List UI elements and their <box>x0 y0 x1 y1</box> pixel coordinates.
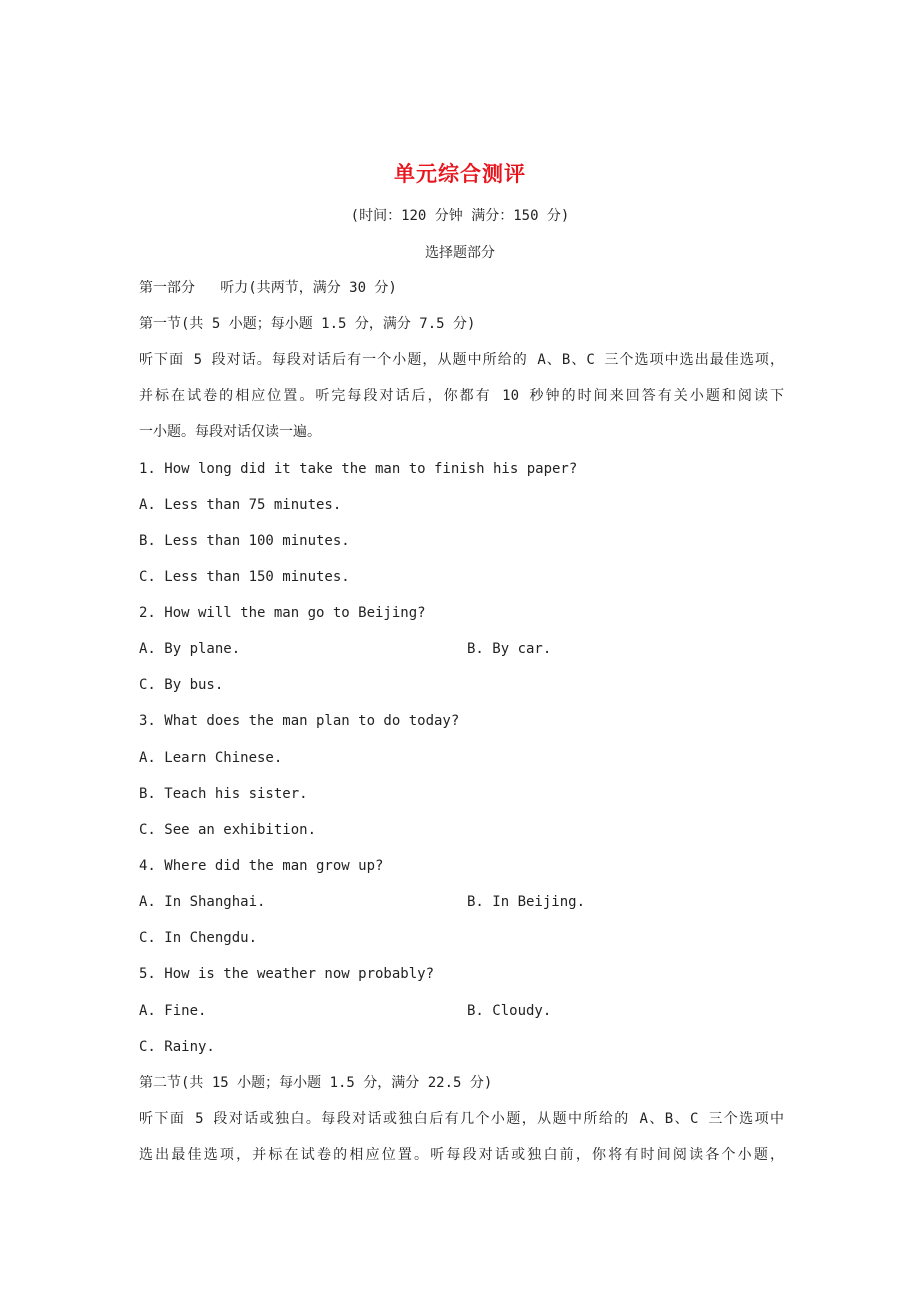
question-stem: 1. How long did it take the man to finish his paper? <box>139 461 578 477</box>
option-c: C. See an exhibition. <box>139 822 317 838</box>
question-stem: 4. Where did the man grow up? <box>139 858 384 874</box>
section-heading: 选择题部分 <box>425 245 495 261</box>
exam-meta: (时间：120 分钟 满分：150 分) <box>350 208 570 224</box>
option-a: A. In Shanghai. <box>139 894 266 910</box>
option-c: C. Rainy. <box>139 1039 215 1055</box>
option-b: B. By car. <box>467 641 552 657</box>
option-b: B. In Beijing. <box>467 894 586 910</box>
option-c: C. Less than 150 minutes. <box>139 569 350 585</box>
document-title: 单元综合测评 <box>394 162 526 186</box>
section2-heading: 第二节(共 15 小题；每小题 1.5 分，满分 22.5 分) <box>139 1075 493 1091</box>
question-stem: 5. How is the weather now probably? <box>139 966 435 982</box>
option-c: C. In Chengdu. <box>139 930 258 946</box>
option-b: B. Teach his sister. <box>139 786 308 802</box>
question-stem: 3. What does the man plan to do today? <box>139 713 460 729</box>
part1-heading: 第一部分 听力(共两节，满分 30 分) <box>139 280 397 296</box>
option-a: A. By plane. <box>139 641 241 657</box>
option-b: B. Less than 100 minutes. <box>139 533 350 549</box>
option-a: A. Less than 75 minutes. <box>139 497 342 513</box>
section2-instruction-line: 选出最佳选项，并标在试卷的相应位置。听每段对话或独白前，你将有时间阅读各个小题， <box>139 1147 784 1163</box>
option-c: C. By bus. <box>139 677 224 693</box>
option-a: A. Fine. <box>139 1003 207 1019</box>
section1-instruction-line: 听下面 5 段对话。每段对话后有一个小题，从题中所给的 A、B、C 三个选项中选出最佳选项， <box>139 352 784 368</box>
section1-instruction-line: 并标在试卷的相应位置。听完每段对话后，你都有 10 秒钟的时间来回答有关小题和阅读下 <box>139 388 784 404</box>
option-b: B. Cloudy. <box>467 1003 552 1019</box>
section2-instruction-line: 听下面 5 段对话或独白。每段对话或独白后有几个小题，从题中所给的 A、B、C 三个选项中 <box>139 1111 784 1127</box>
option-a: A. Learn Chinese. <box>139 750 283 766</box>
section1-heading: 第一节(共 5 小题；每小题 1.5 分，满分 7.5 分) <box>139 316 476 332</box>
question-stem: 2. How will the man go to Beijing? <box>139 605 426 621</box>
section1-instruction-line: 一小题。每段对话仅读一遍。 <box>139 424 321 440</box>
